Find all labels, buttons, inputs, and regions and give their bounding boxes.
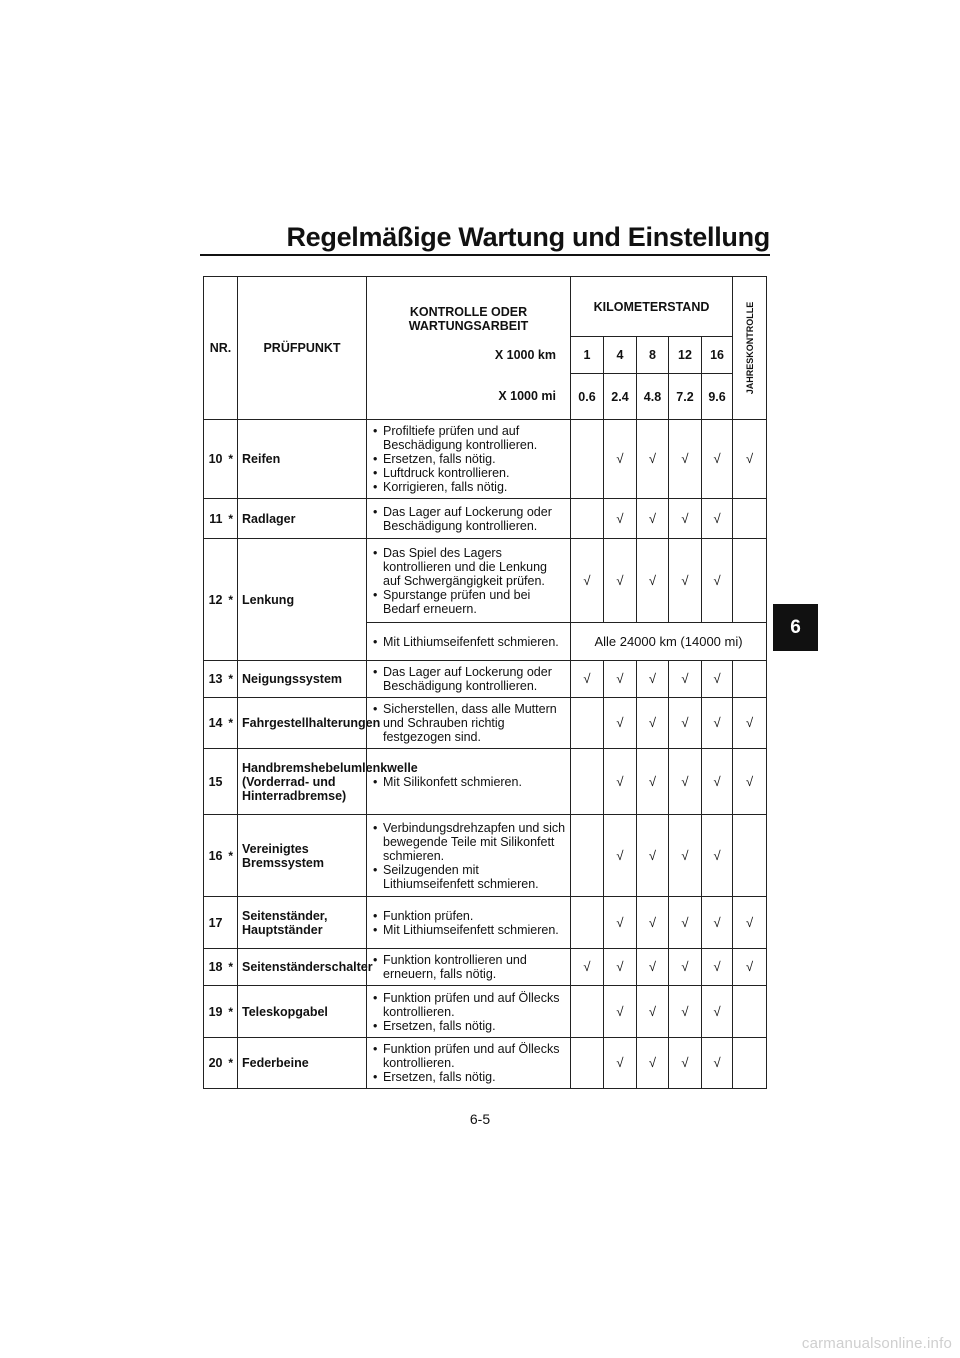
work-list <box>373 546 566 616</box>
header-km-label: X 1000 km <box>367 337 571 374</box>
maintenance-work <box>367 539 571 623</box>
check-mark: √ <box>702 749 733 815</box>
check-mark: √ <box>571 661 604 698</box>
work-list <box>373 953 566 981</box>
maintenance-work <box>367 661 571 698</box>
work-item: • Das Spiel des Lagers kontrollieren und die Lenkung auf Schwergängigkeit prüfen. <box>373 546 566 588</box>
work-item: • Spurstange prüfen und bei Bedarf erneuern. <box>373 588 566 616</box>
maintenance-work <box>367 499 571 539</box>
check-mark: √ <box>702 949 733 986</box>
empty-cell <box>733 815 767 897</box>
work-item: • Funktion prüfen und auf Öllecks kontrollieren. <box>373 991 566 1019</box>
work-list <box>373 635 566 649</box>
work-list <box>373 702 566 744</box>
maintenance-work <box>367 815 571 897</box>
header-mi-3: 7.2 <box>669 374 702 420</box>
table-row <box>204 539 767 623</box>
dealer-star: * <box>225 499 238 539</box>
check-mark: √ <box>604 749 637 815</box>
empty-cell <box>571 897 604 949</box>
work-item: • Mit Silikonfett schmieren. <box>373 775 566 789</box>
work-item: • Verbindungsdrehzapfen und sich bewegende Teile mit Silikonfett schmieren. <box>373 821 566 863</box>
empty-cell <box>571 698 604 749</box>
check-mark: √ <box>637 749 669 815</box>
row-number: 15 <box>204 749 225 815</box>
header-mi-0: 0.6 <box>571 374 604 420</box>
check-mark: √ <box>637 661 669 698</box>
row-number: 17 <box>204 897 225 949</box>
check-mark: √ <box>571 949 604 986</box>
check-item-name: Radlager <box>238 499 367 539</box>
maintenance-work <box>367 623 571 661</box>
header-nr: NR. <box>204 277 238 420</box>
work-item: • Das Lager auf Lockerung oder Beschädigung kontrollieren. <box>373 665 566 693</box>
maintenance-table-body <box>204 277 767 1089</box>
check-mark: √ <box>669 539 702 623</box>
header-annual-label: JAHRESKONTROLLE <box>744 301 755 395</box>
work-list <box>373 1042 566 1084</box>
work-list <box>373 775 566 789</box>
dealer-star <box>225 749 238 815</box>
work-item: • Luftdruck kontrollieren. <box>373 466 566 480</box>
empty-cell <box>733 499 767 539</box>
empty-cell <box>733 986 767 1038</box>
check-item-name: Handbremshebelumlenkwelle (Vorderrad- und Hinterradbremse) <box>238 749 367 815</box>
interval-note: Alle 24000 km (14000 mi) <box>571 623 767 661</box>
table-row <box>204 897 767 949</box>
work-item: • Mit Lithiumseifenfett schmieren. <box>373 635 566 649</box>
table-row <box>204 1038 767 1089</box>
check-mark: √ <box>733 749 767 815</box>
check-mark: √ <box>637 815 669 897</box>
maintenance-work <box>367 420 571 499</box>
dealer-star: * <box>225 986 238 1038</box>
maintenance-work <box>367 698 571 749</box>
work-item: • Ersetzen, falls nötig. <box>373 452 566 466</box>
empty-cell <box>571 986 604 1038</box>
dealer-star: * <box>225 1038 238 1089</box>
watermark: carmanualsonline.info <box>801 1335 952 1352</box>
maintenance-work <box>367 897 571 949</box>
work-item: • Ersetzen, falls nötig. <box>373 1019 566 1033</box>
table-row <box>204 698 767 749</box>
check-mark: √ <box>733 698 767 749</box>
check-mark: √ <box>702 698 733 749</box>
check-mark: √ <box>637 897 669 949</box>
chapter-tab: 6 <box>773 604 818 651</box>
header-work-label: KONTROLLE ODER WARTUNGSARBEIT <box>408 304 529 333</box>
row-number: 18 <box>204 949 225 986</box>
maintenance-work <box>367 949 571 986</box>
header-mi-2: 4.8 <box>637 374 669 420</box>
table-row <box>204 986 767 1038</box>
check-mark: √ <box>702 499 733 539</box>
check-mark: √ <box>604 698 637 749</box>
table-row <box>204 661 767 698</box>
header-annual <box>733 277 767 420</box>
row-number: 20 <box>204 1038 225 1089</box>
work-list <box>373 821 566 891</box>
row-number: 12 <box>204 539 225 661</box>
empty-cell <box>733 1038 767 1089</box>
work-item: • Funktion kontrollieren und erneuern, falls nötig. <box>373 953 566 981</box>
table-row <box>204 949 767 986</box>
empty-cell <box>571 749 604 815</box>
check-mark: √ <box>604 897 637 949</box>
row-number: 14 <box>204 698 225 749</box>
page-title: Regelmäßige Wartung und Einstellung <box>286 222 770 252</box>
work-item: • Funktion prüfen. <box>373 909 566 923</box>
row-number: 13 <box>204 661 225 698</box>
table-row <box>204 749 767 815</box>
check-mark: √ <box>669 949 702 986</box>
check-mark: √ <box>702 986 733 1038</box>
check-mark: √ <box>637 420 669 499</box>
work-item: • Das Lager auf Lockerung oder Beschädigung kontrollieren. <box>373 505 566 533</box>
row-number: 16 <box>204 815 225 897</box>
check-mark: √ <box>702 1038 733 1089</box>
check-mark: √ <box>733 949 767 986</box>
row-number: 11 <box>204 499 225 539</box>
check-mark: √ <box>604 661 637 698</box>
maintenance-work <box>367 986 571 1038</box>
dealer-star: * <box>225 698 238 749</box>
check-mark: √ <box>637 1038 669 1089</box>
work-item: • Ersetzen, falls nötig. <box>373 1070 566 1084</box>
check-item-name: Lenkung <box>238 539 367 661</box>
dealer-star: * <box>225 949 238 986</box>
check-mark: √ <box>702 815 733 897</box>
header-km-3: 12 <box>669 337 702 374</box>
work-item: • Mit Lithiumseifenfett schmieren. <box>373 923 566 937</box>
header-mi-label: X 1000 mi <box>367 374 571 420</box>
table-row <box>204 420 767 499</box>
check-mark: √ <box>733 420 767 499</box>
check-mark: √ <box>604 986 637 1038</box>
table-row <box>204 815 767 897</box>
work-item: • Profiltiefe prüfen und auf Beschädigung kontrollieren. <box>373 424 566 452</box>
check-mark: √ <box>637 539 669 623</box>
page-number: 6-5 <box>469 1111 491 1127</box>
check-item-name: Neigungssystem <box>238 661 367 698</box>
check-mark: √ <box>571 539 604 623</box>
header-mi-1: 2.4 <box>604 374 637 420</box>
check-mark: √ <box>702 661 733 698</box>
check-mark: √ <box>604 420 637 499</box>
work-list <box>373 909 566 937</box>
work-list <box>373 665 566 693</box>
check-item-name: Fahrgestellhalterungen <box>238 698 367 749</box>
check-item-name: Teleskopgabel <box>238 986 367 1038</box>
check-mark: √ <box>733 897 767 949</box>
header-km-2: 8 <box>637 337 669 374</box>
check-mark: √ <box>669 986 702 1038</box>
empty-cell <box>571 499 604 539</box>
empty-cell <box>733 661 767 698</box>
header-km-1: 4 <box>604 337 637 374</box>
dealer-star: * <box>225 539 238 661</box>
header-item: PRÜFPUNKT <box>238 277 367 420</box>
work-list <box>373 991 566 1033</box>
header-distance: KILOMETERSTAND <box>571 277 733 337</box>
work-list <box>373 505 566 533</box>
check-mark: √ <box>637 698 669 749</box>
work-item: • Seilzugenden mit Lithiumseifenfett schmieren. <box>373 863 566 891</box>
check-mark: √ <box>637 949 669 986</box>
check-item-name: Federbeine <box>238 1038 367 1089</box>
check-mark: √ <box>604 815 637 897</box>
header-km-0: 1 <box>571 337 604 374</box>
check-mark: √ <box>702 897 733 949</box>
row-number: 10 <box>204 420 225 499</box>
work-list <box>373 424 566 494</box>
table-row <box>204 499 767 539</box>
title-rule <box>200 254 770 256</box>
check-mark: √ <box>702 420 733 499</box>
maintenance-work <box>367 749 571 815</box>
empty-cell <box>733 539 767 623</box>
dealer-star <box>225 897 238 949</box>
check-mark: √ <box>669 749 702 815</box>
check-mark: √ <box>604 499 637 539</box>
row-number: 19 <box>204 986 225 1038</box>
empty-cell <box>571 420 604 499</box>
check-mark: √ <box>604 949 637 986</box>
work-item: • Sicherstellen, dass alle Muttern und Schrauben richtig festgezogen sind. <box>373 702 566 744</box>
check-item-name: Reifen <box>238 420 367 499</box>
check-mark: √ <box>604 539 637 623</box>
check-mark: √ <box>669 815 702 897</box>
work-item: • Korrigieren, falls nötig. <box>373 480 566 494</box>
maintenance-work <box>367 1038 571 1089</box>
check-mark: √ <box>669 420 702 499</box>
dealer-star: * <box>225 815 238 897</box>
maintenance-table <box>203 276 767 1089</box>
check-mark: √ <box>702 539 733 623</box>
check-mark: √ <box>669 499 702 539</box>
check-mark: √ <box>669 897 702 949</box>
check-mark: √ <box>669 1038 702 1089</box>
dealer-star: * <box>225 420 238 499</box>
empty-cell <box>571 1038 604 1089</box>
check-item-name: Seitenständer, Hauptständer <box>238 897 367 949</box>
dealer-star: * <box>225 661 238 698</box>
check-mark: √ <box>669 661 702 698</box>
header-mi-4: 9.6 <box>702 374 733 420</box>
check-item-name: Seitenständerschalter <box>238 949 367 986</box>
check-mark: √ <box>604 1038 637 1089</box>
check-mark: √ <box>669 698 702 749</box>
header-km-4: 16 <box>702 337 733 374</box>
check-mark: √ <box>637 986 669 1038</box>
work-item: • Funktion prüfen und auf Öllecks kontrollieren. <box>373 1042 566 1070</box>
check-item-name: Vereinigtes Bremssystem <box>238 815 367 897</box>
header-work <box>367 277 571 337</box>
check-mark: √ <box>637 499 669 539</box>
empty-cell <box>571 815 604 897</box>
